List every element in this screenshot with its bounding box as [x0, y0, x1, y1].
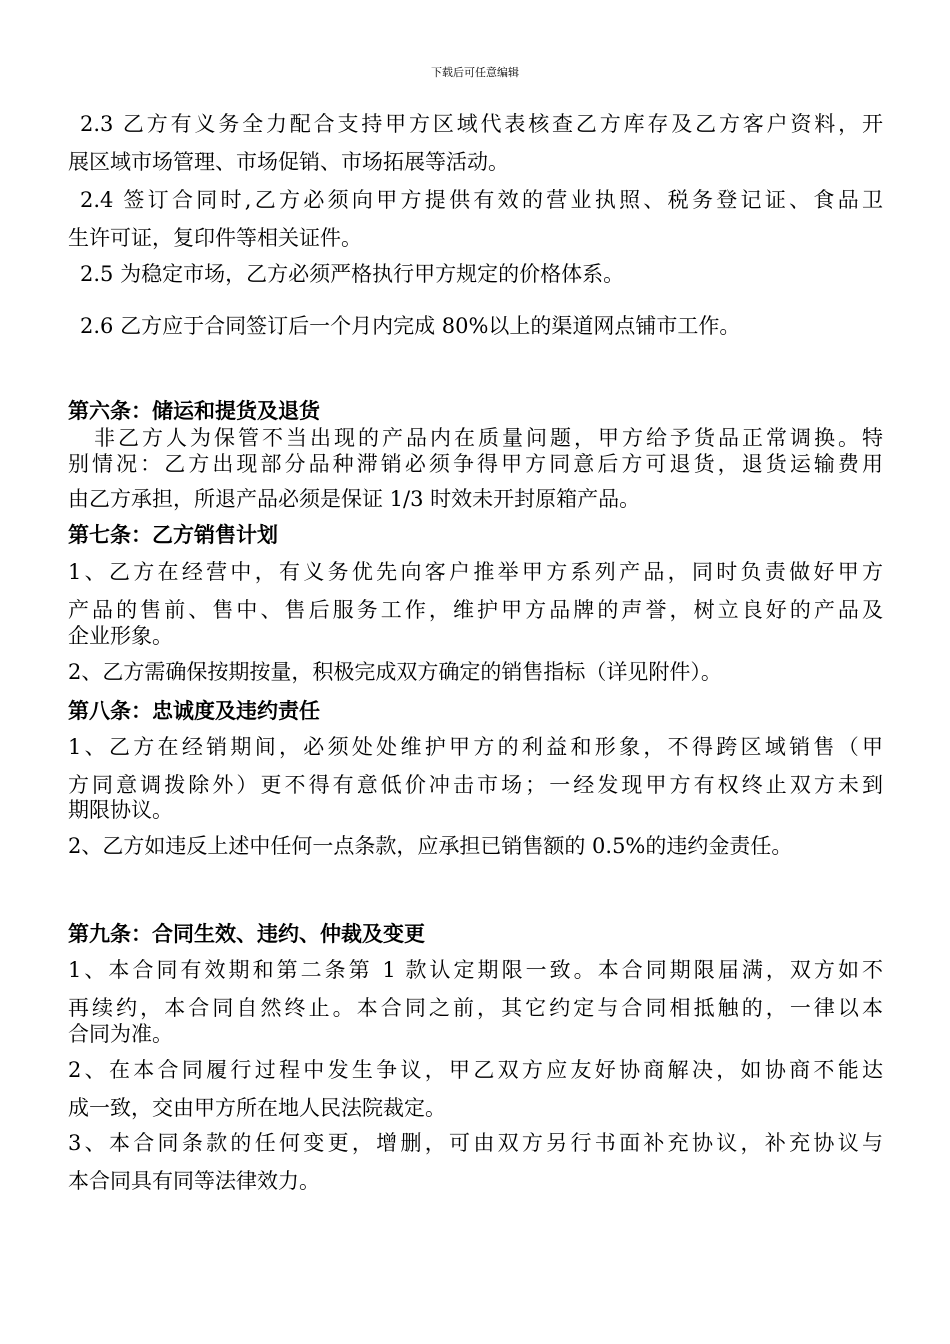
article-8-p2: 2、乙方如违反上述中任何一点条款，应承担已销售额的 0.5%的违约金责任。: [68, 834, 793, 858]
clause-2-3-line-1: 2.3 乙方有义务全力配合支持甲方区域代表核查乙方库存及乙方客户资料，开: [80, 112, 883, 136]
article-6-title: 第六条：储运和提货及退货: [68, 399, 320, 423]
article-9-p3-line-2: 本合同具有同等法律效力。: [68, 1169, 320, 1193]
article-7-p1-line-2: 产品的售前、售中、售后服务工作，维护甲方品牌的声誉，树立良好的产品及: [68, 598, 883, 622]
article-9-p2-line-2: 成一致，交由甲方所在地人民法院裁定。: [68, 1096, 446, 1120]
article-8-p1-line-2: 方同意调拨除外）更不得有意低价冲击市场；一经发现甲方有权终止双方未到: [68, 773, 883, 797]
article-6-line-1: 非乙方人为保管不当出现的产品内在质量问题，甲方给予货品正常调换。特: [94, 426, 883, 450]
article-7-title: 第七条：乙方销售计划: [68, 523, 278, 547]
article-7-p1-line-1: 1、乙方在经营中，有义务优先向客户推举甲方系列产品，同时负责做好甲方: [68, 560, 883, 584]
clause-2-3-line-2: 展区域市场管理、市场促销、市场拓展等活动。: [68, 150, 509, 174]
article-9-p1-line-3: 合同为准。: [68, 1022, 173, 1046]
article-8-p1-line-3: 期限协议。: [68, 798, 173, 822]
article-6-line-2: 别情况：乙方出现部分品种滞销必须争得甲方同意后方可退货，退货运输费用: [68, 452, 883, 476]
article-9-p1-line-2: 再续约，本合同自然终止。本合同之前，其它约定与合同相抵触的，一律以本: [68, 996, 883, 1020]
article-9-title: 第九条：合同生效、违约、仲裁及变更: [68, 922, 425, 946]
article-6-line-3: 由乙方承担，所退产品必须是保证 1/3 时效未开封原箱产品。: [68, 487, 641, 511]
article-8-p1-line-1: 1、乙方在经销期间，必须处处维护甲方的利益和形象，不得跨区域销售（甲: [68, 735, 883, 759]
article-9-p3-line-1: 3、本合同条款的任何变更，增删，可由双方另行书面补充协议，补充协议与: [68, 1131, 883, 1155]
article-7-p1-line-3: 企业形象。: [68, 624, 173, 648]
article-7-p2: 2、乙方需确保按期按量，积极完成双方确定的销售指标（详见附件）。: [68, 660, 722, 684]
page-header: 下载后可任意编辑: [431, 66, 519, 79]
clause-2-4-line-2: 生许可证，复印件等相关证件。: [68, 226, 362, 250]
article-9-p2-line-1: 2、在本合同履行过程中发生争议，甲乙双方应友好协商解决，如协商不能达: [68, 1058, 883, 1082]
article-9-p1-line-1: 1、本合同有效期和第二条第 1 款认定期限一致。本合同期限届满，双方如不: [68, 958, 883, 982]
article-8-title: 第八条：忠诚度及违约责任: [68, 699, 320, 723]
clause-2-4-line-1: 2.4 签订合同时,乙方必须向甲方提供有效的营业执照、税务登记证、食品卫: [80, 188, 883, 212]
clause-2-6: 2.6 乙方应于合同签订后一个月内完成 80%以上的渠道网点铺市工作。: [80, 314, 741, 338]
clause-2-5: 2.5 为稳定市场，乙方必须严格执行甲方规定的价格体系。: [80, 262, 625, 286]
